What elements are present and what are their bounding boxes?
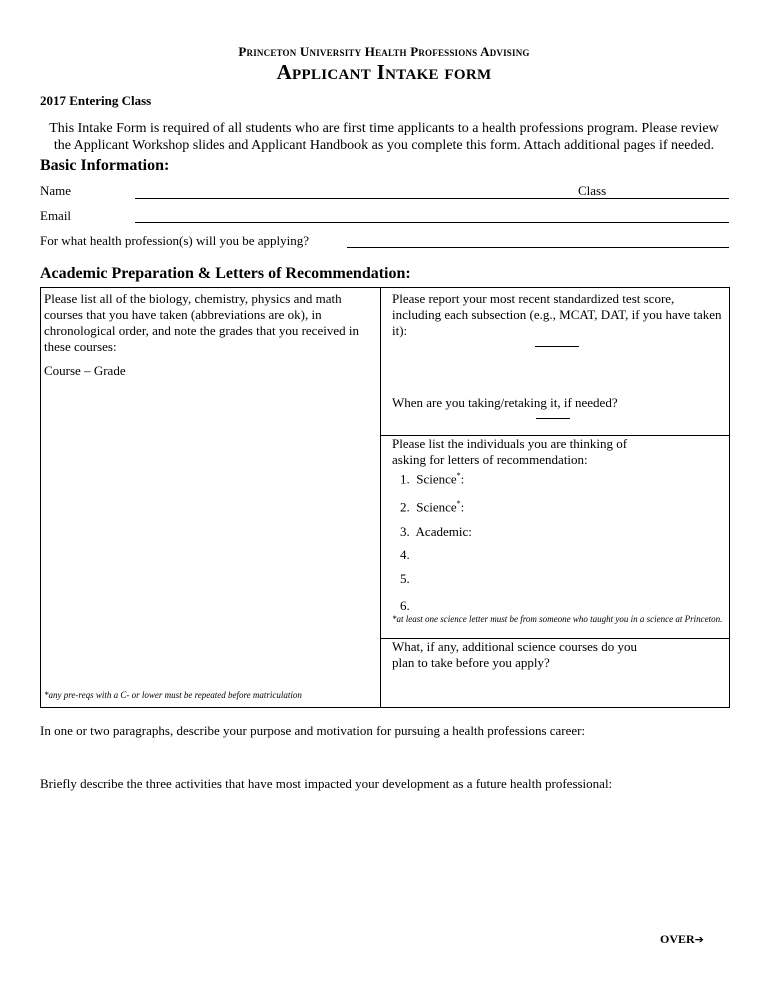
letter-num: 1. (400, 471, 410, 487)
courses-cell[interactable] (40, 287, 381, 708)
letter-num: 2. (400, 499, 410, 515)
arrow-right-icon: ➔ (694, 933, 704, 946)
email-field[interactable] (135, 222, 729, 223)
activities-prompt: Briefly describe the three activities that have most impacted your development as a future health professional: (40, 776, 613, 791)
letter-item (400, 468, 464, 487)
letter-label: Science (416, 499, 457, 515)
letter-num: 3. (400, 524, 410, 539)
letter-star: * (456, 499, 461, 508)
letter-label: Academic: (415, 524, 472, 539)
profession-label: For what health profession(s) will you be applying? (40, 233, 309, 248)
retake-prompt: When are you taking/retaking it, if needed? (392, 395, 618, 410)
academic-heading: Academic Preparation & Letters of Recommendation: (40, 265, 411, 282)
letter-num: 6. (400, 598, 410, 613)
over-indicator (660, 932, 704, 947)
name-label: Name (40, 183, 72, 198)
courses-prompt: Please list all of the biology, chemistry, physics and math courses that you have taken (abbreviations are ok), in chronological order, and note the grades that you received in these courses: (44, 291, 359, 354)
purpose-answer-area[interactable] (40, 742, 728, 772)
profession-field[interactable] (347, 247, 729, 248)
intro-text: This Intake Form is required of all students who are first time applicants to a health professions program. Please review the Applicant Workshop slides and Applicant Handbook as you complete this form. Attach additional pages if needed. (49, 121, 719, 153)
additional-prompt-line2: plan to take before you apply? (392, 655, 550, 670)
letter-star: * (456, 471, 461, 480)
over-label: OVER (660, 932, 695, 946)
prereq-note: *any pre-reqs with a C- or lower must be repeated before matriculation (44, 690, 302, 700)
class-label: Class (578, 183, 607, 198)
letter-item (400, 571, 410, 587)
email-label: Email (40, 208, 72, 223)
letter-item (400, 598, 410, 614)
letter-colon: : (460, 471, 465, 487)
course-grade-label: Course – Grade (44, 363, 126, 378)
letter-item (400, 547, 410, 563)
letters-prompt-line2: asking for letters of recommendation: (392, 452, 588, 467)
purpose-prompt: In one or two paragraphs, describe your purpose and motivation for pursuing a health professions career: (40, 723, 586, 738)
test-score-cell[interactable] (380, 287, 730, 436)
test-score-line (535, 346, 579, 347)
basic-info-heading: Basic Information: (40, 157, 170, 174)
letter-colon: : (460, 499, 465, 515)
entering-class: 2017 Entering Class (40, 93, 152, 108)
org-name: Princeton University Health Professions Advising (238, 44, 530, 59)
science-letter-note: *at least one science letter must be from someone who taught you in a science at Princeton. (392, 614, 723, 624)
letters-cell[interactable] (380, 435, 730, 639)
additional-courses-cell[interactable] (380, 638, 730, 708)
activities-answer-area[interactable] (40, 796, 728, 926)
letter-label: Science (416, 471, 457, 487)
name-field[interactable] (135, 198, 729, 199)
letter-item (400, 496, 464, 515)
retake-line (536, 418, 570, 419)
form-title: Applicant Intake form (276, 60, 492, 84)
test-prompt: Please report your most recent standardized test score, including each subsection (e.g., MCAT, DAT, if you have taken it): (392, 291, 722, 338)
additional-prompt-line1: What, if any, additional science courses do you (392, 639, 637, 654)
letter-num: 5. (400, 571, 410, 586)
letter-num: 4. (400, 547, 410, 562)
letters-prompt-line1: Please list the individuals you are thinking of (392, 436, 628, 451)
letter-item (400, 524, 472, 540)
